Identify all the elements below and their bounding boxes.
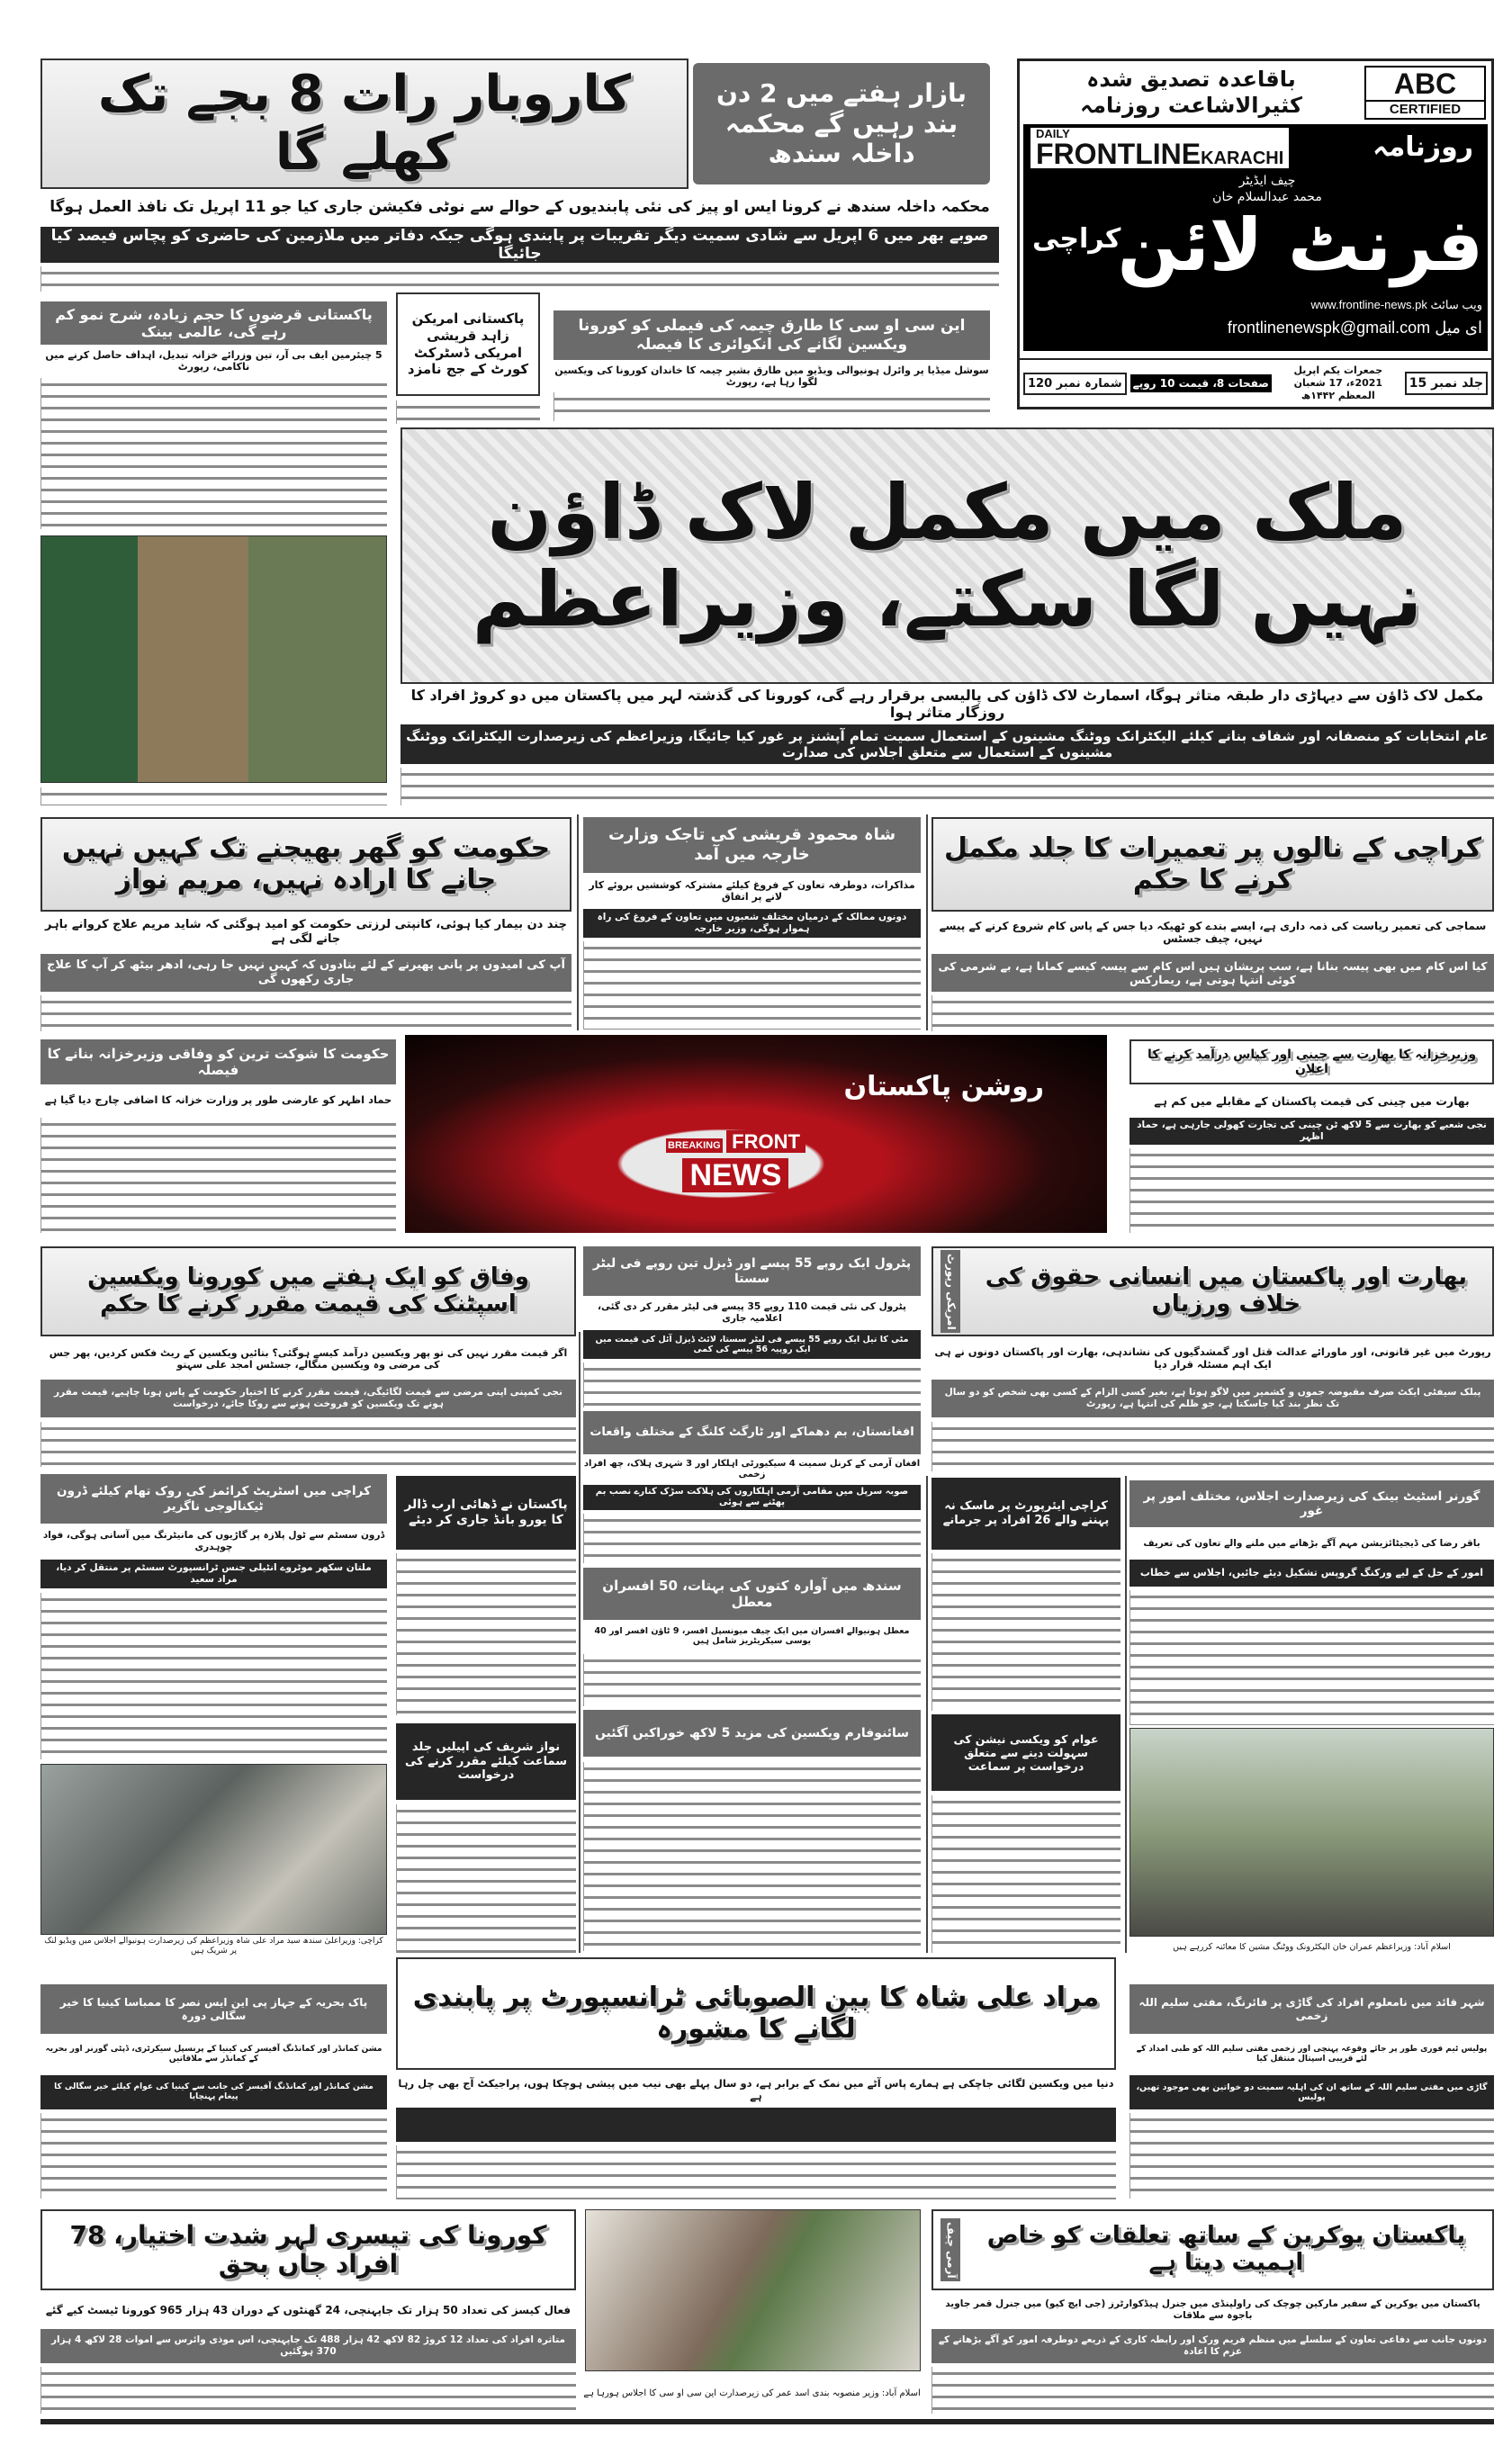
rights-headline-text: بھارت اور پاکستان میں انسانی حقوق کی خلاف ورزیاں (985, 1263, 1468, 1317)
petrol-body (583, 1362, 921, 1407)
corona-strip: متاثرہ افراد کی تعداد 12 کروڑ 82 لاکھ 42 ہزار 488 تک جاپہنچی، اس موذی وائرس سے اموات 28 لاکھ 4 ہزار 370 ہوگئیں (40, 2329, 576, 2363)
tarin-headline: حکومت کا شوکت ترین کو وفاقی وزیرخزانہ بنانے کا فیصلہ (40, 1039, 396, 1084)
drone-sub: ڈرون سسٹم سے ٹول پلازہ پر گاڑیوں کی مانیٹرنگ میں آسانی ہوگی، فواد چوہدری (42, 1530, 385, 1552)
murad-sub: دنیا میں ویکسین لگائی جاچکی ہے ہمارے پاس آٹے میں نمک کے برابر ہے، دو سال پہلے بھی نیب میں پیشی ہوچکا ہوں، پراجیکٹ آج بھی چل رہا ہے (398, 2076, 1114, 2102)
debt-headline: پاکستانی قرضوں کا حجم زیادہ، شرح نمو کم رہے گی، عالمی بینک (40, 301, 387, 345)
column-divider (579, 1332, 580, 1953)
maryam-body (40, 995, 572, 1031)
navy-sub: مشن کمانڈر اور کمانڈنگ آفیسر کی کینیا کے پرنسپل سیکرٹری، ڈپٹی گورنر اور بحریہ کے کمانڈر سے ملاقاتیں (45, 2045, 382, 2064)
ukraine-strip: دونوں جانب سے دفاعی تعاون کے سلسلے میں منظم فریم ورک اور رابطہ کاری کے ذریعے دوطرفہ امور کو آگے بڑھانے کے عزم کا اعادہ (932, 2329, 1494, 2363)
rights-headline (932, 1246, 1494, 1336)
mufti-body (1130, 2113, 1494, 2199)
main-subheadline: مکمل لاک ڈاؤن سے دیہاڑی دار طبقہ متاثر ہوگا، اسمارٹ لاک ڈاؤن کی پالیسی برقرار رہے گی، کورونا کی گذشتہ لہر میں پاکستان میں دو کروڑ افراد کا روزگار متاثر ہوا (410, 686, 1484, 721)
nala-body (932, 995, 1494, 1031)
main-body (400, 768, 1494, 805)
afghan-sub: افغان آرمی کے کرنل سمیت 4 سیکیورٹی اہلکار اور 3 شہری ہلاک، چھ افراد زخمی (583, 1459, 921, 1479)
drone-strip: ملتان سکھر موٹروے انٹیلی جنس ٹرانسپورٹ سسٹم پر منتقل کر دیا، مراد سعید (40, 1560, 387, 1588)
afghan-strip: صوبہ سرپل میں مقامی آرمی اہلکاروں کی ہلاکت سڑک کنارے نصب بم پھٹنے سے ہوئی (583, 1485, 921, 1510)
logo-karachi: کراچی (1032, 223, 1121, 255)
sbp-body (1130, 1590, 1494, 1725)
tarin-body (40, 1118, 396, 1233)
airport-body (932, 1553, 1120, 1711)
logo-roznama: روزنامہ (1372, 131, 1473, 163)
sinopharm-headline: سائنوفارم ویکسین کی مزید 5 لاکھ خوراکیں آگئیں (583, 1710, 921, 1757)
ukraine-tag: آرمی چیف (940, 2218, 960, 2282)
masthead (1017, 58, 1494, 409)
column-divider (1125, 1476, 1127, 1953)
dogs-headline: سندھ میں آوارہ کتوں کی بہتات، 50 افسران معطل (583, 1568, 921, 1620)
vaccine-body (40, 1422, 576, 1467)
nawaz-body (396, 1804, 576, 1953)
video-link-meeting-photo (40, 1764, 387, 1935)
column-divider (577, 814, 579, 1030)
sinopharm-body (583, 1762, 921, 1951)
sbp-headline: گورنر اسٹیٹ بینک کی زیرصدارت اجلاس، مختلف امور پر غور (1130, 1480, 1494, 1527)
ukraine-sub: پاکستان میں یوکرین کے سفیر مارکین چوچک کی راولپنڈی میں جنرل ہیڈکوارٹرز (جی ایچ کیو) میں جنرل قمر جاوید باجوہ سے ملاقات (945, 2298, 1480, 2321)
abc-certified-badge: ABC CERTIFIED (1364, 66, 1486, 120)
page-bottom-rule (40, 2419, 1494, 2424)
photo-caption-lines (40, 787, 387, 805)
vaccine-sub: اگر قیمت مقرر نہیں کی تو پھر ویکسین درآمد کیسے ہوگئی؟ بتائیں ویکسین کے ریٹ فکس کردیں، پھر جس کی مرضی وہ ویکسین منگالے، جسٹس امجد علی سہتو (49, 1346, 568, 1371)
front-news-promo (405, 1035, 1107, 1233)
judge-box: پاکستانی امریکن زاہد قریشی امریکی ڈسٹرکٹ کورٹ کے جج نامزد (396, 292, 540, 396)
issue-date: جمعرات یکم اپریل 2021ء، 17 شعبان المعظم ۱۴۴۲ھ (1293, 364, 1383, 401)
ncoc-body (554, 392, 990, 421)
vacc-facility-headline: عوام کو ویکسی نیشن کی سہولت دینے سے متعلق درخواست پر سماعت (932, 1714, 1120, 1791)
maryam-strip: آپ کی امیدوں پر پانی پھیرنے کے لئے بتادوں کہ کہیں نہیں جا رہی، ادھر بیٹھ کر آپ کا علاج جاری رکھوں گی (40, 954, 572, 992)
maryam-headline: حکومت کو گھر بھیجنے تک کہیں نہیں جانے کا ارادہ نہیں، مریم نواز (40, 817, 572, 912)
army-meeting-photo (40, 535, 387, 783)
dogs-body (583, 1654, 921, 1706)
ncoc-headline: این سی او سی کا طارق چیمہ کی فیملی کو کورونا ویکسین لگانے کی انکوائری کا فیصلہ (554, 310, 990, 360)
corona-headline: کورونا کی تیسری لہر شدت اختیار، 78 افراد جاں بحق (40, 2209, 576, 2290)
masthead-tagline: باقاعدہ تصدیق شدہ کثیرالاشاعت روزنامہ (1027, 67, 1355, 119)
sugar-headline: وزیرخزانہ کا بھارت سے چینی اور کپاس درآمد کرنے کا اعلان (1130, 1039, 1494, 1084)
debt-body (40, 378, 387, 529)
corona-sub: فعال کیسز کی تعداد 50 ہزار تک جاپہنچی، 24 گھنٹوں کے دوران 43 ہزار 965 کورونا ٹیسٹ کیے گئے (45, 2303, 572, 2316)
petrol-sub: پٹرول کی نئی قیمت 110 روپے 35 پیسے فی لیٹر مقرر کر دی گئی، اعلامیہ جاری (598, 1301, 906, 1324)
qureshi-headline: شاہ محمود قریشی کی تاجک وزارت خارجہ میں آمد (583, 817, 921, 873)
pages-price: صفحات 8، قیمت 10 روپے (1130, 374, 1272, 392)
email: frontlinenewspk@gmail.com ای میل (1227, 319, 1482, 337)
navy-headline: پاک بحریہ کے جہاز پی این ایس نصر کا ممباسا کینیا کا خیر سگالی دورہ (40, 1984, 387, 2034)
eurobond-body (396, 1553, 576, 1715)
drone-headline: کراچی میں اسٹریٹ کرائمز کی روک تھام کیلئے ڈرون ٹیکنالوجی ناگزیر (40, 1474, 387, 1524)
afghan-headline: افغانستان، بم دھماکے اور ٹارگٹ کلنگ کے مختلف واقعات (583, 1411, 921, 1454)
qureshi-body (583, 941, 921, 1030)
top-subheadline: محکمہ داخلہ سندھ نے کرونا ایس او پیز کی نئی پابندیوں کے حوالے سے نوٹی فکیشن جاری کیا جو 11 اپریل تک نافذ العمل ہوگا (50, 197, 990, 216)
ukraine-headline (932, 2209, 1494, 2290)
dogs-sub: معطل ہونیوالے افسران میں ایک چیف میونسپل افسر، 9 ٹاؤن افسر اور 40 یوسی سیکریٹریز شامل ہیں (594, 1625, 910, 1646)
logo-urdu: فرنٹ لائن (1117, 203, 1483, 287)
rights-strip: پبلک سیفٹی ایکٹ صرف مقبوضہ جموں و کشمیر میں لاگو ہوتا ہے، بغیر کسی الزام کے کسی بھی شخص کو دو سال تک نظر بند کیا جاسکتا ہے، جو ظلم کی انتہا ہے، رپورٹ (932, 1380, 1494, 1417)
promo-logo: BREAKING FRONT NEWS (666, 1129, 806, 1195)
ncoc-meeting-photo (585, 2209, 921, 2371)
navy-strip: مشن کمانڈر اور کمانڈنگ آفیسر کی جانب سے کینیا کی عوام کیلئے خیر سگالی کا پیغام پہنچایا (40, 2075, 387, 2109)
top-side-box: بازار ہفتے میں 2 دن بند رہیں گے محکمہ داخلہ سندھ (693, 63, 990, 184)
petrol-strip: مٹی کا تیل ایک روپے 55 پیسے فی لیٹر سستا، لائٹ ڈیزل آئل کی قیمت میں ایک روپیہ 56 پیسے کی کمی (583, 1330, 921, 1359)
qureshi-strip: دونوں ممالک کے درمیان مختلف شعبوں میں تعاون کے فروغ کی راہ ہموار ہوگی، وزیر خارجہ (583, 909, 921, 938)
rights-body (932, 1422, 1494, 1471)
petrol-headline: پٹرول ایک روپے 55 پیسے اور ڈیزل تین روپے فی لیٹر سستا (583, 1246, 921, 1296)
murad-body (396, 2145, 1116, 2199)
rights-sub: رپورٹ میں غیر قانونی، اور ماورائے عدالت قتل اور گمشدگیوں کی نشاندہی، بھارت اور پاکستان دونوں نے ہی ایک اہم مسئلہ قرار دیا (934, 1345, 1491, 1371)
logo-english: DAILY FRONTLINEKARACHI (1030, 128, 1289, 168)
ukraine-body (932, 2367, 1494, 2414)
navy-body (40, 2113, 387, 2199)
sbp-sub: باقر رضا کی ڈیجیٹائزیشن مہم آگے بڑھانے میں ملنے والے تعاون کی تعریف (1143, 1537, 1480, 1549)
tarin-sub: حماد اظہر کو عارضی طور پر وزارت خزانہ کا اضافی چارج دیا گیا ہے (44, 1093, 392, 1107)
mufti-sub: پولیس ٹیم فوری طور پر جائے وقوعہ پہنچی اور زخمی مفتی سلیم اللہ کو طبی امداد کے لئے قریبی اسپتال منتقل کیا (1136, 2045, 1488, 2064)
website: www.frontline-news.pk ویب سائٹ (1310, 298, 1482, 311)
drone-caption: کراچی: وزیراعلیٰ سندھ سید مراد علی شاہ وزیراعظم کی زیرصدارت ہونیوالے اجلاس میں ویڈیو لنک پر شریک ہیں (44, 1937, 383, 1956)
murad-strip (396, 2108, 1116, 2142)
promo-urdu: روشن پاکستان (843, 1071, 1044, 1102)
afghan-body (583, 1514, 921, 1563)
maryam-sub: چند دن بیمار کیا ہوئی، کانپتی لرزتی حکومت کو امید ہوگئی کہ شاید مریم علاج کروانے باہر جانے لگی ہے (44, 918, 568, 946)
chief-editor: چیف ایڈیٹر محمد عبدالسلام خان (1212, 174, 1322, 205)
ncoc-caption: اسلام آباد: وزیر منصوبہ بندی اسد عمر کی زیرصدارت این سی او سی کا اجلاس ہورہا ہے (583, 2388, 921, 2398)
nala-headline: کراچی کے نالوں پر تعمیرات کا جلد مکمل کرنے کا حکم (932, 817, 1494, 912)
ncoc-sub: سوشل میڈیا پر وائرل ہونیوالی ویڈیو میں طارق بشیر چیمہ کا خاندان کورونا کی ویکسین لگوا رہا ہے، رپورٹ (554, 364, 989, 388)
vacc-facility-body (932, 1795, 1120, 1953)
issue-number: شمارہ نمبر 120 (1023, 373, 1127, 395)
top-strip: صوبے بھر میں 6 اپریل سے شادی سمیت دیگر تقریبات پر پابندی ہوگی جبکہ دفاتر میں ملازمین کی حاضری کو پچاس فیصد کیا جائیگا (40, 227, 999, 263)
qureshi-sub: مذاکرات، دوطرفہ تعاون کے فروغ کیلئے مشترکہ کوششیں بروئے کار لانے پر اتفاق (589, 878, 915, 903)
top-headline: کاروبار رات 8 بجے تک کھلے گا (40, 58, 688, 189)
drone-body (40, 1593, 387, 1759)
sugar-sub: بھارت میں چینی کی قیمت پاکستان کے مقابلے میں کم ہے (1154, 1093, 1470, 1108)
main-strip: عام انتخابات کو منصفانہ اور شفاف بنانے کیلئے الیکٹرانک ووٹنگ مشینوں کے استعمال سمیت تمام آپشنز پر غور کیا جائیگا، وزیراعظم کی زیرصدارت الیکٹرانک ووٹنگ مشینوں کے استعمال سے متعلق اجلاس کی صدارت (400, 724, 1494, 764)
column-divider (926, 814, 928, 1030)
mufti-strip: گاڑی میں مفتی سلیم اللہ کے ساتھ ان کی اہلیہ سمیت دو خواتین بھی موجود تھیں، پولیس (1130, 2075, 1494, 2109)
nala-strip: کیا اس کام میں بھی پیسہ بنانا ہے، سب پریشان ہیں اس کام سے پیسہ کیسے کمانا ہے، بے شرمی کی کوئی انتہا ہوتی ہے، ریمارکس (932, 954, 1494, 992)
sbp-caption: اسلام آباد: وزیراعظم عمران خان الیکٹرونک ووٹنگ مشین کا معائنہ کررہے ہیں (1173, 1942, 1451, 1953)
voting-machine-photo (1130, 1728, 1494, 1937)
nawaz-headline: نواز شریف کی اپیلیں جلد سماعت کیلئے مقرر کرنے کی درخواست (396, 1723, 576, 1800)
sbp-strip: امور کے حل کے لیے ورکنگ گروپس تشکیل دیئے جائیں، اجلاس سے خطاب (1130, 1560, 1494, 1587)
debt-sub: 5 چیئرمین ایف بی آر، تین وزرائے خزانہ تبدیل، اہداف حاصل کرنے میں ناکامی، رپورٹ (45, 348, 382, 373)
mufti-headline: شہر قائد میں نامعلوم افراد کی گاڑی پر فائرنگ، مفتی سلیم اللہ زخمی (1130, 1984, 1494, 2034)
sugar-body (1130, 1148, 1494, 1233)
nala-sub: سماجی کی تعمیر ریاست کی ذمہ داری ہے، ایسے بندے کو ٹھیکہ دیا جس کے پاس کام شروع کرنے کے پیسے نہیں، چیف جسٹس (939, 919, 1487, 945)
volume-number: جلد نمبر 15 (1405, 372, 1488, 395)
vaccine-headline: وفاق کو ایک ہفتے میں کورونا ویکسین اسپٹنک کی قیمت مقرر کرنے کا حکم (40, 1246, 576, 1336)
murad-headline: مراد علی شاہ کا بین الصوبائی ٹرانسپورٹ پر پابندی لگانے کا مشورہ (396, 1957, 1116, 2070)
eurobond-headline: پاکستان نے ڈھائی ارب ڈالر کا یورو بانڈ جاری کر دیئے (396, 1476, 576, 1550)
column-divider (926, 1476, 928, 1953)
corona-body (40, 2367, 576, 2414)
vaccine-strip: نجی کمپنی اپنی مرضی سے قیمت لگائیگی، قیمت مقرر کرنے کا اختیار حکومت کے پاس ہونا چاہیے، قیمت مقرر ہونے تک ویکسین کو فروخت ہونے سے روکا جائے، درخواست (40, 1380, 576, 1417)
sugar-strip: نجی شعبے کو بھارت سے 5 لاکھ ٹن چینی کی تجارت کھولی جارہی ہے، حماد اظہر (1130, 1118, 1494, 1145)
rights-tag: امریکی رپورٹ (940, 1250, 960, 1334)
ukraine-headline-text: پاکستان یوکرین کے ساتھ تعلقات کو خاص اہمیت دیتا ہے (986, 2222, 1466, 2276)
airport-headline: کراچی ایئرپورٹ پر ماسک نہ پہننے والے 26 افراد پر جرمانے (932, 1478, 1120, 1550)
main-headline: ملک میں مکمل لاک ڈاؤن نہیں لگا سکتے، وزیراعظم (400, 427, 1494, 684)
top-body (40, 266, 999, 292)
masthead-footer (1020, 358, 1491, 407)
judge-body (396, 400, 540, 424)
